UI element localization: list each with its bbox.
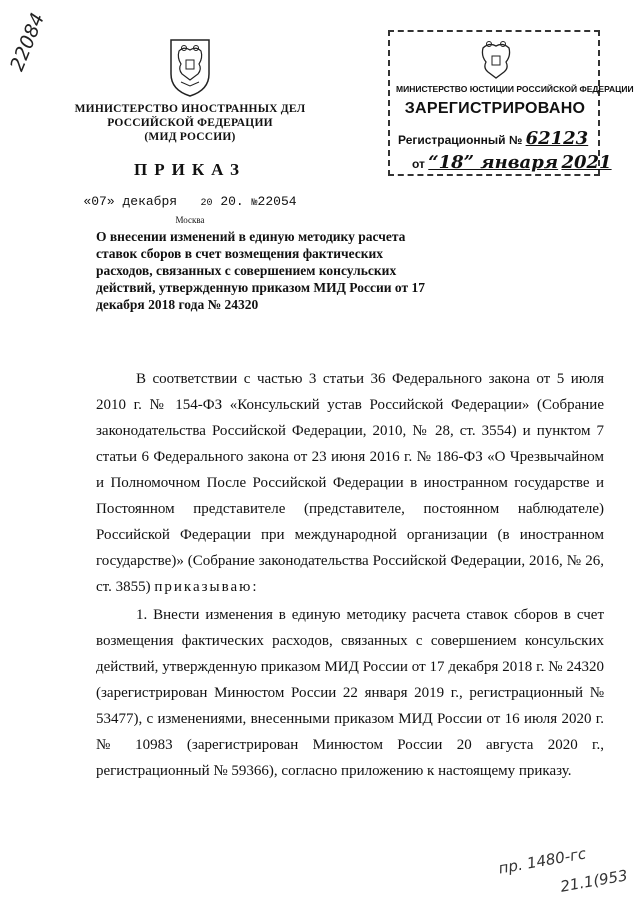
stamp-emblem-icon [474,38,518,82]
stamp-registration-line [398,128,598,149]
stamp-ministry-name: МИНИСТЕРСТВО ЮСТИЦИИ РОССИЙСКОЙ ФЕДЕРАЦИИ [396,84,634,94]
registration-stamp [388,30,634,176]
ministry-header [70,36,310,225]
date-year-prefix: 20 [200,198,213,209]
ministry-name-line-1: МИНИСТЕРСТВО ИНОСТРАННЫХ ДЕЛ [74,103,306,115]
stamp-reg-label: Регистрационный № [398,133,523,147]
handwritten-corner-number: 22084 [6,9,50,75]
order-date-line: «07» декабря 20 20. №22054 [83,194,297,209]
date-day: 07 [91,194,107,209]
stamp-date-year: 2021 [561,152,612,173]
order-city: Москва [175,215,205,225]
order-number: 22054 [257,194,297,209]
stamp-date-line [412,152,612,173]
stamp-date-label: от [412,157,425,171]
date-close-quote: » [106,194,115,209]
ministry-name-line-3: (МИД РОССИИ) [144,131,236,143]
stamp-reg-number: 62123 [525,128,589,149]
date-year-suffix: 20 [220,194,236,209]
order-directive-word: приказываю: [154,579,259,595]
stamp-date-value: “18” января [428,152,559,173]
body-paragraph-1-text: В соответствии с частью 3 статьи 36 Федерального закона от 5 июля 2010 г. № 154-ФЗ «Консульский устав Российской Федерации» (Собрание законодательства Российской Федерации, 2010, № 28, ст. 3554) и пунктом 7 статьи 6 Федерального закона от 23 июня 2016 г. № 186-ФЗ «О Чрезвычайном и Полномочном После Российской Федерации в иностранном государстве и Постоянном представителе (представителе, постоянном наблюдателе) Российской Федерации при международной организации (в иностранном государстве)» (Собрание законодательства Российской Федерации, 2016, № 26, ст. 3855) [96,371,604,595]
stamp-status: ЗАРЕГИСТРИРОВАНО [404,100,586,117]
order-body [96,366,604,784]
body-paragraph-1 [96,366,604,600]
ministry-name-line-2: РОССИЙСКОЙ ФЕДЕРАЦИИ [107,117,273,129]
order-subject: О внесении изменений в единую методику расчета ставок сборов в счет возмещения фактических расходов, связанных с совершением консульских действий, утвержденную приказом МИД России от 17 декабря 2018 года № 24320 [96,229,425,312]
body-paragraph-2: 1. Внести изменения в единую методику расчета ставок сборов в счет возмещения фактических расходов, связанных с совершением консульских действий, утвержденную приказом МИД России от 17 декабря 2018 г. № 24320 (зарегистрирован Минюстом России 22 января 2019 г., регистрационный № 53477), с изменениями, внесенными приказом МИД России от 16 июля 2020 г. № 10983 (зарегистрирован Минюстом России 20 августа 2020 г., регистрационный № 59366), согласно приложению к настоящему приказу. [96,607,604,779]
date-open-quote: « [83,194,92,209]
coat-of-arms-icon [167,36,213,98]
date-month: декабря [122,194,178,209]
order-number-sign: № [251,198,258,209]
handwritten-note-1: пр. 1480-гс [497,844,588,878]
handwritten-note-2: 21.1(953 [558,866,629,896]
order-title: ПРИКАЗ [134,160,246,179]
